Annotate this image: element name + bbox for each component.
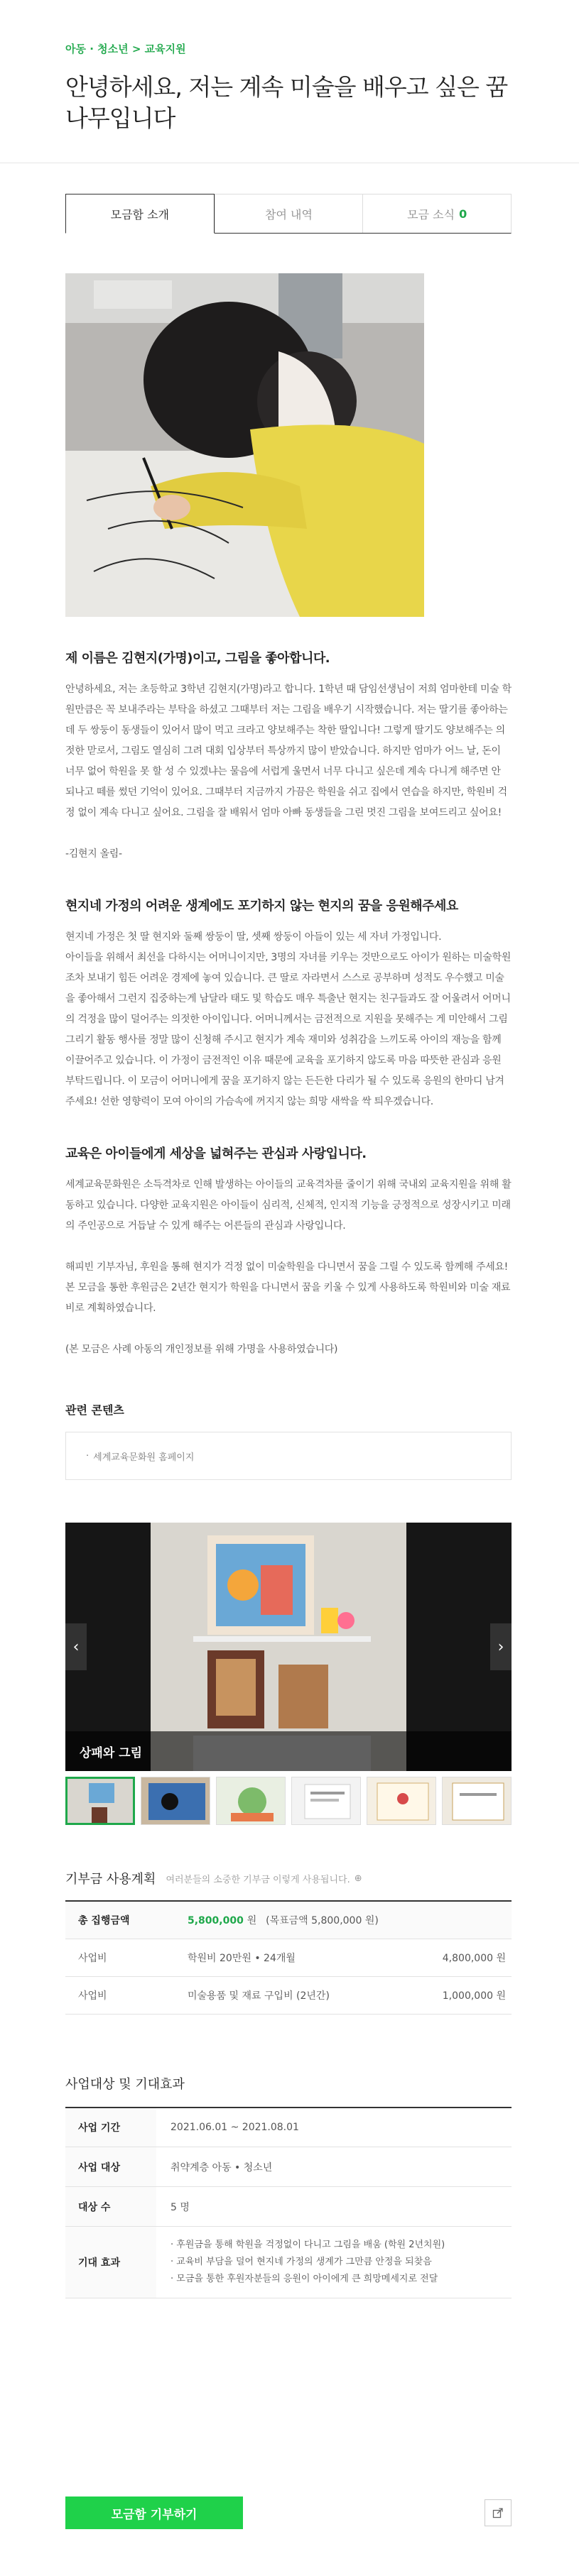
gallery-prev-button[interactable]: [65, 1623, 87, 1670]
info-icon[interactable]: ⊕: [354, 1873, 362, 1884]
budget-table: [65, 1900, 512, 2015]
chevron-right-icon: ›: [497, 1638, 504, 1656]
gallery-thumbnail[interactable]: [141, 1777, 210, 1825]
list-item: · 후원금을 통해 학원을 걱정없이 다니고 그림을 배움 (학원 2년치원): [171, 2240, 445, 2250]
content: [65, 0, 512, 2298]
tab-news[interactable]: [362, 194, 511, 233]
target-key: 사업 대상: [65, 2147, 156, 2187]
target-value: 2021.06.01 ~ 2021.08.01: [156, 2108, 512, 2147]
thumbnail-image: [217, 1777, 286, 1825]
story-paragraph-3: 아이들을 위해서 최선을 다하시는 어머니이지만, 3명의 자녀를 키우는 것만으로도 아이가 원하는 미술학원조차 보내기 힘든 어려운 경제에 놓여 있습니다. 큰 딸로 자라면서 스스로 공부하며 성적도 우수했고 미술을 좋아해서 그런지 집중하는게 남달라 태도 및 학습도 매우 특출난 현지는 친구들과도 잘 어울려서 어머니의 걱정을 많이 덜어주는 의젓한 아이입니다. 어머니께서는 금전적으로 지원을 못해주는 게 미안해서 그림그리기 활동 행사를 정말 많이 신청해 주시고 현지가 계속 재미와 성취감을 느끼도록 아이의 재능을 함께 이끌어주고 있습니다. 이 가정이 금전적인 이유 때문에 교육을 포기하지 않도록 마음 따뜻한 관심과 응원 부탁드립니다. 이 모금이 어머니에게 꿈을 포기하지 않는 든든한 다리가 될 수 있도록 응원의 한마디 남겨주세요! 선한 영향력이 모여 아이의 가슴속에 꺼지지 않는 희망 새싹을 싹 틔우겠습니다.: [65, 952, 512, 1107]
gallery-thumbnail[interactable]: [291, 1777, 361, 1825]
budget-total-amount: 5,800,000: [188, 1914, 244, 1926]
story-paragraph-2: 현지네 가정은 첫 딸 현지와 둘째 쌍둥이 딸, 셋째 쌍둥이 아들이 있는 세 자녀 가정입니다.: [65, 931, 442, 943]
gallery-thumbnail[interactable]: [216, 1777, 286, 1825]
gallery-thumbnails: [65, 1777, 512, 1825]
target-value: 5 명: [156, 2187, 512, 2227]
related-link[interactable]: 세계교육문화원 홈페이지: [93, 1452, 195, 1463]
related-content-box: [65, 1432, 512, 1480]
tab-intro-label: 모금함 소개: [110, 207, 170, 221]
donate-button[interactable]: 모금함 기부하기: [65, 2496, 243, 2529]
gallery-thumbnail[interactable]: [65, 1777, 135, 1825]
chevron-left-icon: ‹: [72, 1638, 80, 1656]
tab-intro[interactable]: [65, 194, 215, 234]
story-paragraph-5: 해피빈 기부자님, 후원을 통해 현지가 걱정 없이 미술학원을 다니면서 꿈을 그릴 수 있도록 함께해 주세요!: [65, 1261, 508, 1273]
gallery-thumbnail[interactable]: [367, 1777, 436, 1825]
gallery-thumbnail[interactable]: [442, 1777, 512, 1825]
budget-total-row: [65, 1901, 512, 1939]
budget-goal: (목표금액 5,800,000 원): [266, 1914, 379, 1926]
story-signature: -김현지 올림-: [65, 848, 122, 860]
target-key: 대상 수: [65, 2187, 156, 2227]
gallery-caption: 상패와 그림: [65, 1731, 512, 1771]
story-heading-3: 교육은 아이들에게 세상을 넓혀주는 관심과 사랑입니다.: [65, 1146, 367, 1161]
story-paragraph-6: 본 모금을 통한 후원금은 2년간 현지가 학원을 다니면서 꿈을 키울 수 있게 사용하도록 학원비와 미술 재료비로 계획하였습니다.: [65, 1282, 511, 1314]
share-button[interactable]: [485, 2499, 512, 2526]
story-heading-2: 현지네 가정의 어려운 생계에도 포기하지 않는 현지의 꿈을 응원해주세요: [65, 899, 458, 914]
main-photo: [65, 273, 424, 617]
category[interactable]: [65, 0, 512, 56]
target-effects: [156, 2227, 512, 2298]
budget-total-label: 총 집행금액: [65, 1901, 188, 1939]
story-heading-1: 제 이름은 김현지(가명)이고, 그림을 좋아합니다.: [65, 651, 330, 666]
list-item: · 모금을 통한 후원자분들의 응원이 아이에게 큰 희망메세지로 전달: [171, 2274, 438, 2284]
page-title: 안녕하세요, 저는 계속 미술을 배우고 싶은 꿈나무입니다: [65, 73, 508, 132]
child-drawing-illustration: [65, 273, 424, 617]
thumbnail-image: [443, 1777, 512, 1825]
bullet-icon: ·: [86, 1450, 90, 1462]
target-key: 기대 효과: [65, 2227, 156, 2298]
table-row: [65, 1939, 512, 1976]
story-paragraph-1: 안녕하세요, 저는 초등학교 3학년 김현지(가명)라고 합니다. 1학년 때 담임선생님이 저희 엄마한테 미술 학원만큼은 꼭 보내주라는 부탁을 하셨고 그때부터 저는 그림을 배우기 시작했습니다. 저는 딸기를 좋아하는데 두 쌍둥이 동생들이 있어서 많이 먹고 크라고 양보해주는 착한 딸입니다! 그렇게 딸기도 양보해주는 의젓한 맏로서, 그림도 열심히 그려 대회 입상부터 특상까지 많이 받았습니다. 하지만 엄마가 어느 날, 돈이 너무 없어 학원을 못 할 성 수 있겠냐는 물음에 서럽게 울면서 너무 다니고 싶은데 계속 다니게 해주면 안 되나고 떼를 썼던 기억이 있어요. 그때부터 지금까지 가끔은 학원을 쉬고 집에서 연습을 하지만, 학원비 걱정 없이 계속 다니고 싶어요. 그림을 잘 배워서 엄마 아빠 동생들을 그린 멋진 그림을 보여드리고 싶어요!: [65, 684, 512, 818]
tab-bar: [65, 194, 512, 234]
table-row: [65, 2147, 512, 2187]
target-key: 사업 기간: [65, 2108, 156, 2147]
tab-news-label: 모금 소식: [407, 207, 455, 221]
category-main[interactable]: 아동 · 청소년: [65, 43, 129, 55]
tab-participation[interactable]: [215, 194, 363, 233]
budget-amount: 4,800,000 원: [406, 1939, 512, 1976]
share-icon: [492, 2507, 504, 2519]
budget-total-unit: 원: [247, 1914, 257, 1926]
budget-subtitle: 여러분들의 소중한 기부금 이렇게 사용됩니다.: [166, 1874, 350, 1885]
target-title: 사업대상 및 기대효과: [65, 2076, 185, 2092]
category-sub[interactable]: 교육지원: [144, 43, 186, 55]
effects-list: [171, 2227, 512, 2298]
budget-amount: 1,000,000 원: [406, 1976, 512, 2014]
target-table: [65, 2107, 512, 2299]
tab-news-count: 0: [459, 207, 467, 221]
table-row: [65, 1976, 512, 2014]
footer-bar: [65, 2496, 512, 2530]
table-row: [65, 2227, 512, 2298]
budget-title: 기부금 사용계획: [65, 1872, 156, 1887]
thumbnail-image: [367, 1777, 436, 1825]
table-row: [65, 2108, 512, 2147]
tab-participation-label: 참여 내역: [265, 207, 313, 221]
budget-type: 사업비: [65, 1939, 188, 1976]
related-content-title: 관련 콘텐츠: [65, 1403, 124, 1417]
thumbnail-image: [141, 1777, 210, 1825]
budget-desc: 학원비 20만원 • 24개월: [188, 1939, 406, 1976]
category-separator: >: [131, 43, 145, 55]
gallery-next-button[interactable]: [490, 1623, 512, 1670]
target-value: 취약계층 아동 • 청소년: [156, 2147, 512, 2187]
photo-gallery: [65, 1523, 512, 1771]
table-row: [65, 2187, 512, 2227]
budget-desc: 미술용품 및 재료 구입비 (2년간): [188, 1976, 406, 2014]
budget-total-value: [188, 1901, 512, 1939]
thumbnail-image: [67, 1779, 135, 1825]
story-paragraph-4: 세계교육문화원은 소득격차로 인해 발생하는 아이들의 교육격차를 줄이기 위해 국내외 교육지원을 위해 활동하고 있습니다. 다양한 교육지원은 아이들이 심리적, 신체적, 인지적 기능을 긍정적으로 성장시키고 미래의 주인공으로 거듭날 수 있게 해주는 어른들의 관심과 사랑입니다.: [65, 1179, 512, 1232]
budget-type: 사업비: [65, 1976, 188, 2014]
thumbnail-image: [292, 1777, 361, 1825]
story-note: (본 모금은 사례 아동의 개인정보를 위해 가명을 사용하였습니다): [65, 1344, 338, 1355]
budget-header: [65, 1869, 512, 1887]
list-item: · 교육비 부담을 덜어 현지네 가정의 생계가 그만큼 안정을 되찾음: [171, 2257, 432, 2267]
